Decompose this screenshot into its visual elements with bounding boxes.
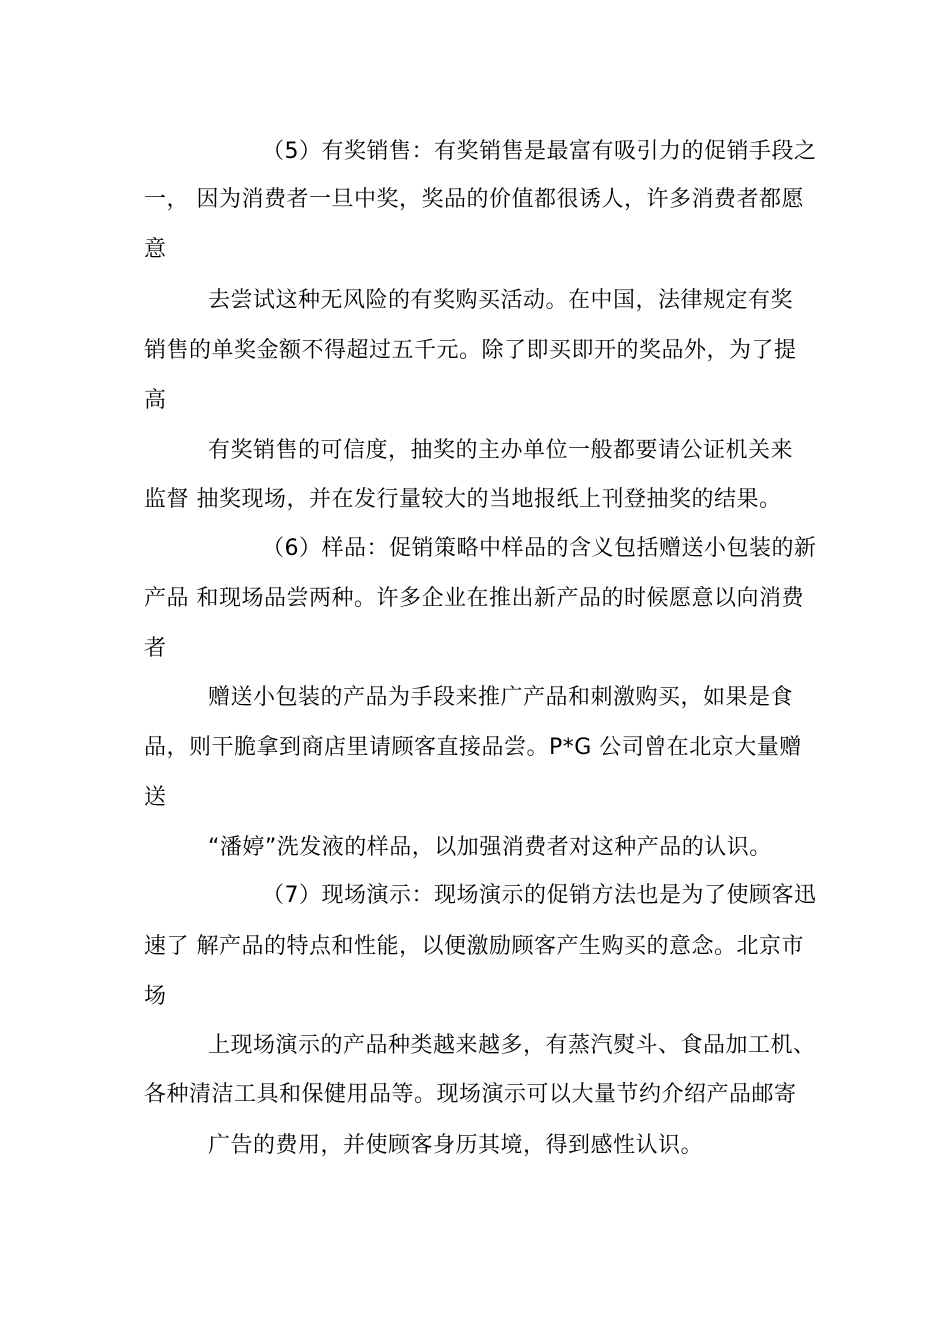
text-line-13: 品，则干脆拿到商店里请顾客直接品尝。P*G 公司曾在北京大量赠 xyxy=(144,735,802,760)
text-line-7: 有奖销售的可信度，抽奖的主办单位一般都要请公证机关来 xyxy=(208,438,794,463)
text-line-8: 监督 抽奖现场，并在发行量较大的当地报纸上刊登抽奖的结果。 xyxy=(144,487,782,512)
text-line-1: （5）有奖销售：有奖销售是最富有吸引力的促销手段之 xyxy=(262,139,817,164)
text-line-10: 产品 和现场品尝两种。许多企业在推出新产品的时候愿意以向消费 xyxy=(144,586,804,611)
text-line-17: 速了 解产品的特点和性能，以便激励顾客产生购买的意念。北京市 xyxy=(144,934,804,959)
text-line-16: （7）现场演示：现场演示的促销方法也是为了使顾客迅 xyxy=(262,883,817,908)
text-line-14: 送 xyxy=(144,785,167,810)
text-line-11: 者 xyxy=(144,636,167,661)
text-line-18: 场 xyxy=(144,984,167,1009)
text-line-9: （6）样品：促销策略中样品的含义包括赠送小包装的新 xyxy=(262,536,817,561)
text-line-21: 广告的费用，并使顾客身历其境，得到感性认识。 xyxy=(208,1133,704,1158)
text-line-20: 各种清洁工具和保健用品等。现场演示可以大量节约介绍产品邮寄 xyxy=(144,1082,797,1107)
text-line-4: 去尝试这种无风险的有奖购买活动。在中国，法律规定有奖 xyxy=(208,288,794,313)
text-line-15: “潘婷”洗发液的样品，以加强消费者对这种产品的认识。 xyxy=(208,835,772,860)
text-line-3: 意 xyxy=(144,237,167,262)
text-line-2: 一， 因为消费者一旦中奖，奖品的价值都很诱人，许多消费者都愿 xyxy=(144,187,804,212)
text-line-19: 上现场演示的产品种类越来越多，有蒸汽熨斗、食品加工机、 xyxy=(208,1033,816,1058)
text-line-6: 高 xyxy=(144,388,167,413)
text-line-5: 销售的单奖金额不得超过五千元。除了即买即开的奖品外，为了提 xyxy=(144,338,797,363)
text-line-12: 赠送小包装的产品为手段来推广产品和刺激购买，如果是食 xyxy=(208,685,794,710)
